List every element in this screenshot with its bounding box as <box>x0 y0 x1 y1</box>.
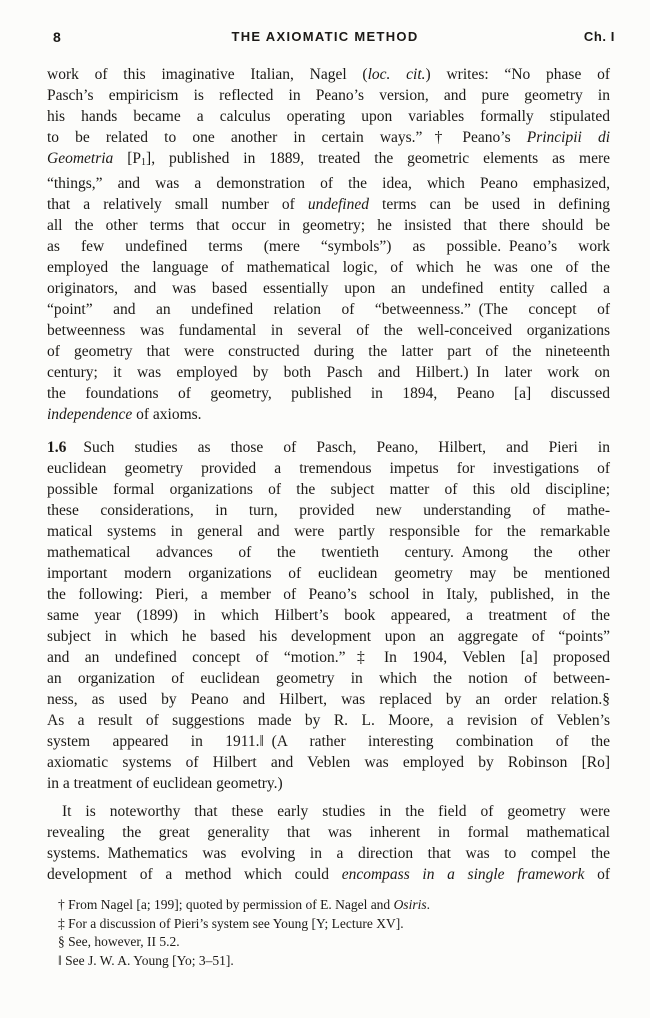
page-header <box>0 0 650 44</box>
text-line <box>47 626 610 647</box>
text-segment: of <box>584 866 610 883</box>
text-segment: terms can be used in defining <box>368 196 610 213</box>
text-segment: Geometria <box>47 150 114 167</box>
text-line <box>47 521 610 542</box>
text-segment: loc. cit. <box>367 66 426 83</box>
text-segment: Osiris <box>393 897 427 912</box>
text-segment: euclidean geometry provided a tremendous impetus for investigations of <box>47 460 610 477</box>
text-line <box>47 194 610 215</box>
text-line <box>47 647 610 668</box>
text-segment: [P <box>113 150 142 167</box>
text-line <box>47 64 610 85</box>
text-segment: betweenness was fundamental in several of the well-conceived organizations <box>47 322 610 339</box>
text-segment: the following: Pieri, a member of Peano’s school in Italy, published, in the <box>47 586 610 603</box>
text-segment: 1 <box>141 157 147 168</box>
text-segment: originators, and was based essentially upon an undefined entity called a <box>47 280 610 297</box>
text-segment: these considerations, in turn, provided new understanding of mathe- <box>47 502 610 519</box>
text-line <box>47 822 610 843</box>
text-segment: Principii di <box>526 129 611 146</box>
text-line <box>47 500 610 521</box>
text-segment: subject in which he based his development upon an aggregate of “points” <box>47 628 610 645</box>
text-line <box>47 479 610 500</box>
text-segment: “things,” and was a demonstration of the idea, which Peano emphasized, <box>47 175 610 192</box>
text-segment: his hands became a calculus operating upon variables formally stipulated <box>47 108 610 125</box>
text-segment: § See, however, II 5.2. <box>58 934 180 949</box>
text-line <box>47 127 610 148</box>
footnotes <box>47 896 610 970</box>
text-segment: an organization of euclidean geometry in which the notion of between- <box>47 670 610 687</box>
text-line <box>47 341 610 362</box>
text-segment: encompass in a single framework <box>341 866 585 883</box>
text-line <box>47 843 610 864</box>
paragraph <box>47 64 610 425</box>
text-segment: development of a method which could <box>47 866 342 883</box>
paragraph <box>47 437 610 794</box>
text-segment: matical systems in general and were partly responsible for the remarkable <box>47 523 610 540</box>
text-line <box>47 437 610 458</box>
text-segment: to be related to one another in certain ways.”† Peano’s <box>47 129 527 146</box>
text-segment: as few undefined terms (mere “symbols”) as possible. Peano’s work <box>47 238 610 255</box>
text-line <box>47 320 610 341</box>
text-segment: the foundations of geometry, published in 1894, Peano [a] discussed <box>47 385 610 402</box>
text-segment: same year (1899) in which Hilbert’s book appeared, a treatment of the <box>47 607 610 624</box>
text-line <box>47 864 610 885</box>
chapter-label: Ch. I <box>583 29 615 44</box>
text-line <box>47 563 610 584</box>
text-segment: ness, as used by Peano and Hilbert, was replaced by an order relation.§ <box>47 691 610 708</box>
text-line <box>47 85 610 106</box>
text-line <box>47 236 610 257</box>
text-segment: ) writes: “No phase of <box>425 66 611 83</box>
running-title: THE AXIOMATIC METHOD <box>231 29 419 44</box>
text-segment: revealing the great generality that was inherent in formal mathematical <box>47 824 610 841</box>
text-segment: undefined <box>307 196 369 213</box>
text-segment: Pasch’s empiricism is reflected in Peano’s version, and pure geometry in <box>47 87 610 104</box>
text-line <box>47 752 610 773</box>
text-segment: all the other terms that occur in geometry; he insisted that there should be <box>47 217 610 234</box>
text-segment: important modern organizations of euclidean geometry may be mentioned <box>47 565 610 582</box>
text-segment: ], published in 1889, treated the geometric elements as mere <box>146 150 610 167</box>
text-line <box>47 710 610 731</box>
text-segment: systems. Mathematics was evolving in a direction that was to compel the <box>47 845 610 862</box>
footnote-line <box>47 915 610 934</box>
text-line <box>47 215 610 236</box>
text-segment: possible formal organizations of the subject matter of this old discipline; <box>47 481 610 498</box>
text-segment: that a relatively small number of <box>47 196 308 213</box>
text-line <box>47 299 610 320</box>
footnote-line <box>47 896 610 915</box>
text-segment: “point” and an undefined relation of “betweenness.” (The concept of <box>47 301 610 318</box>
text-line <box>47 801 610 822</box>
text-segment: work of this imaginative Italian, Nagel ( <box>47 66 368 83</box>
text-segment: and an undefined concept of “motion.”‡ In 1904, Veblen [a] proposed <box>47 649 610 666</box>
page-body <box>47 64 610 885</box>
text-segment: century; it was employed by both Pasch and Hilbert.) In later work on <box>47 364 610 381</box>
text-segment: axiomatic systems of Hilbert and Veblen was employed by Robinson [Ro] <box>47 754 610 771</box>
page-number: 8 <box>53 29 61 45</box>
section-number: 1.6 <box>47 439 67 456</box>
footnote-line <box>47 933 610 952</box>
text-segment: As a result of suggestions made by R. L. Moore, a revision of Veblen’s <box>47 712 610 729</box>
text-line <box>47 605 610 626</box>
text-segment: independence <box>47 406 133 423</box>
text-segment: . <box>426 897 430 912</box>
paragraph <box>47 801 610 885</box>
text-segment: employed the language of mathematical logic, of which he was one of the <box>47 259 610 276</box>
text-line <box>47 404 610 425</box>
text-line <box>47 383 610 404</box>
text-segment: of axioms. <box>132 406 202 423</box>
text-line <box>47 173 610 194</box>
text-line <box>47 257 610 278</box>
text-segment: mathematical advances of the twentieth century. Among the other <box>47 544 610 561</box>
text-segment: † From Nagel [a; 199]; quoted by permission of E. Nagel and <box>58 897 394 912</box>
text-line <box>47 148 610 173</box>
text-line <box>47 278 610 299</box>
text-segment: of geometry that were constructed during the latter part of the nineteenth <box>47 343 610 360</box>
text-segment: ‖ See J. W. A. Young [Yo; 3–51]. <box>58 952 234 968</box>
text-line <box>47 362 610 383</box>
text-segment: system appeared in 1911.‖ (A rather interesting combination of the <box>47 733 610 750</box>
text-segment: in a treatment of euclidean geometry.) <box>47 775 283 792</box>
text-line <box>47 584 610 605</box>
text-line <box>47 773 610 794</box>
text-line <box>47 731 610 752</box>
text-line <box>47 106 610 127</box>
text-line <box>47 668 610 689</box>
text-line <box>47 458 610 479</box>
text-segment: It is noteworthy that these early studies in the field of geometry were <box>62 803 610 820</box>
text-line <box>47 542 610 563</box>
text-segment: Such studies as those of Pasch, Peano, Hilbert, and Pieri in <box>83 439 610 456</box>
text-line <box>47 689 610 710</box>
text-segment: ‡ For a discussion of Pieri’s system see Young [Y; Lecture XV]. <box>58 915 404 931</box>
footnote-line <box>47 952 610 971</box>
